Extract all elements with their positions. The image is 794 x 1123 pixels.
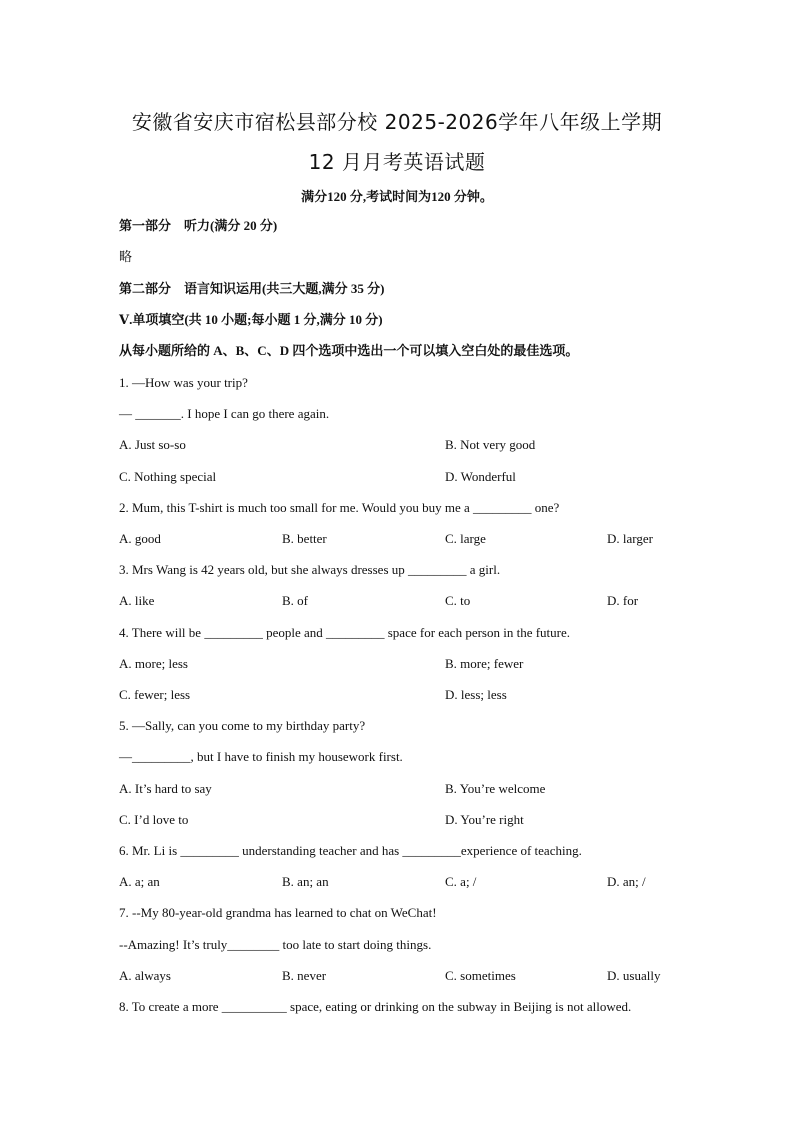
question-stem: --Amazing! It’s truly________ too late to start doing things.: [119, 937, 432, 952]
option-a: A. like: [119, 593, 155, 608]
option-b: B. better: [282, 531, 327, 546]
part2-heading: 第二部分 语言知识运用(共三大题,满分 35 分): [119, 281, 385, 296]
option-a: A. good: [119, 531, 161, 546]
part1-note: 略: [119, 249, 133, 264]
option-d: D. Wonderful: [445, 469, 516, 484]
option-b: B. You’re welcome: [445, 781, 546, 796]
part1-heading: 第一部分 听力(满分 20 分): [119, 218, 278, 233]
question-stem: 7. --My 80-year-old grandma has learned to chat on WeChat!: [119, 905, 437, 920]
option-a: A. It’s hard to say: [119, 781, 212, 796]
question-stem: 1. —How was your trip?: [119, 375, 248, 390]
option-c: C. to: [445, 593, 471, 608]
option-d: D. less; less: [445, 687, 507, 702]
option-d: D. larger: [607, 531, 653, 546]
option-b: B. an; an: [282, 874, 329, 889]
option-c: C. sometimes: [445, 968, 516, 983]
question-stem: 3. Mrs Wang is 42 years old, but she always dresses up _________ a girl.: [119, 562, 501, 577]
option-d: D. usually: [607, 968, 661, 983]
question-stem: —_________, but I have to finish my housework first.: [119, 749, 403, 764]
question-stem: 8. To create a more __________ space, eating or drinking on the subway in Beijing is not allowed.: [119, 999, 632, 1014]
option-a: A. Just so-so: [119, 437, 186, 452]
option-c: C. large: [445, 531, 486, 546]
question-stem: 4. There will be _________ people and _________ space for each person in the future.: [119, 625, 571, 640]
option-b: B. never: [282, 968, 327, 983]
section5-heading: Ⅴ.单项填空(共 10 小题;每小题 1 分,满分 10 分): [119, 312, 383, 327]
option-a: A. more; less: [119, 656, 188, 671]
option-b: B. more; fewer: [445, 656, 524, 671]
option-a: A. always: [119, 968, 171, 983]
option-c: C. Nothing special: [119, 469, 217, 484]
page-title-line1: 安徽省安庆市宿松县部分校 2025-2026学年八年级上学期: [131, 110, 663, 134]
question-stem: 2. Mum, this T-shirt is much too small for me. Would you buy me a _________ one?: [119, 500, 560, 515]
option-d: D. for: [607, 593, 639, 608]
option-b: B. of: [282, 593, 308, 608]
question-stem: 6. Mr. Li is _________ understanding teacher and has _________experience of teaching.: [119, 843, 582, 858]
option-d: D. You’re right: [445, 812, 524, 827]
question-stem: 5. —Sally, can you come to my birthday party?: [119, 718, 366, 733]
option-a: A. a; an: [119, 874, 160, 889]
page-title-line2: 12 月月考英语试题: [308, 150, 486, 174]
exam-info: 满分120 分,考试时间为120 分钟。: [301, 189, 493, 204]
question-stem: — _______. I hope I can go there again.: [119, 406, 330, 421]
section-instruction: 从每小题所给的 A、B、C、D 四个选项中选出一个可以填入空白处的最佳选项。: [119, 343, 579, 358]
option-d: D. an; /: [607, 874, 646, 889]
option-c: C. a; /: [445, 874, 477, 889]
option-b: B. Not very good: [445, 437, 536, 452]
option-c: C. I’d love to: [119, 812, 189, 827]
option-c: C. fewer; less: [119, 687, 191, 702]
